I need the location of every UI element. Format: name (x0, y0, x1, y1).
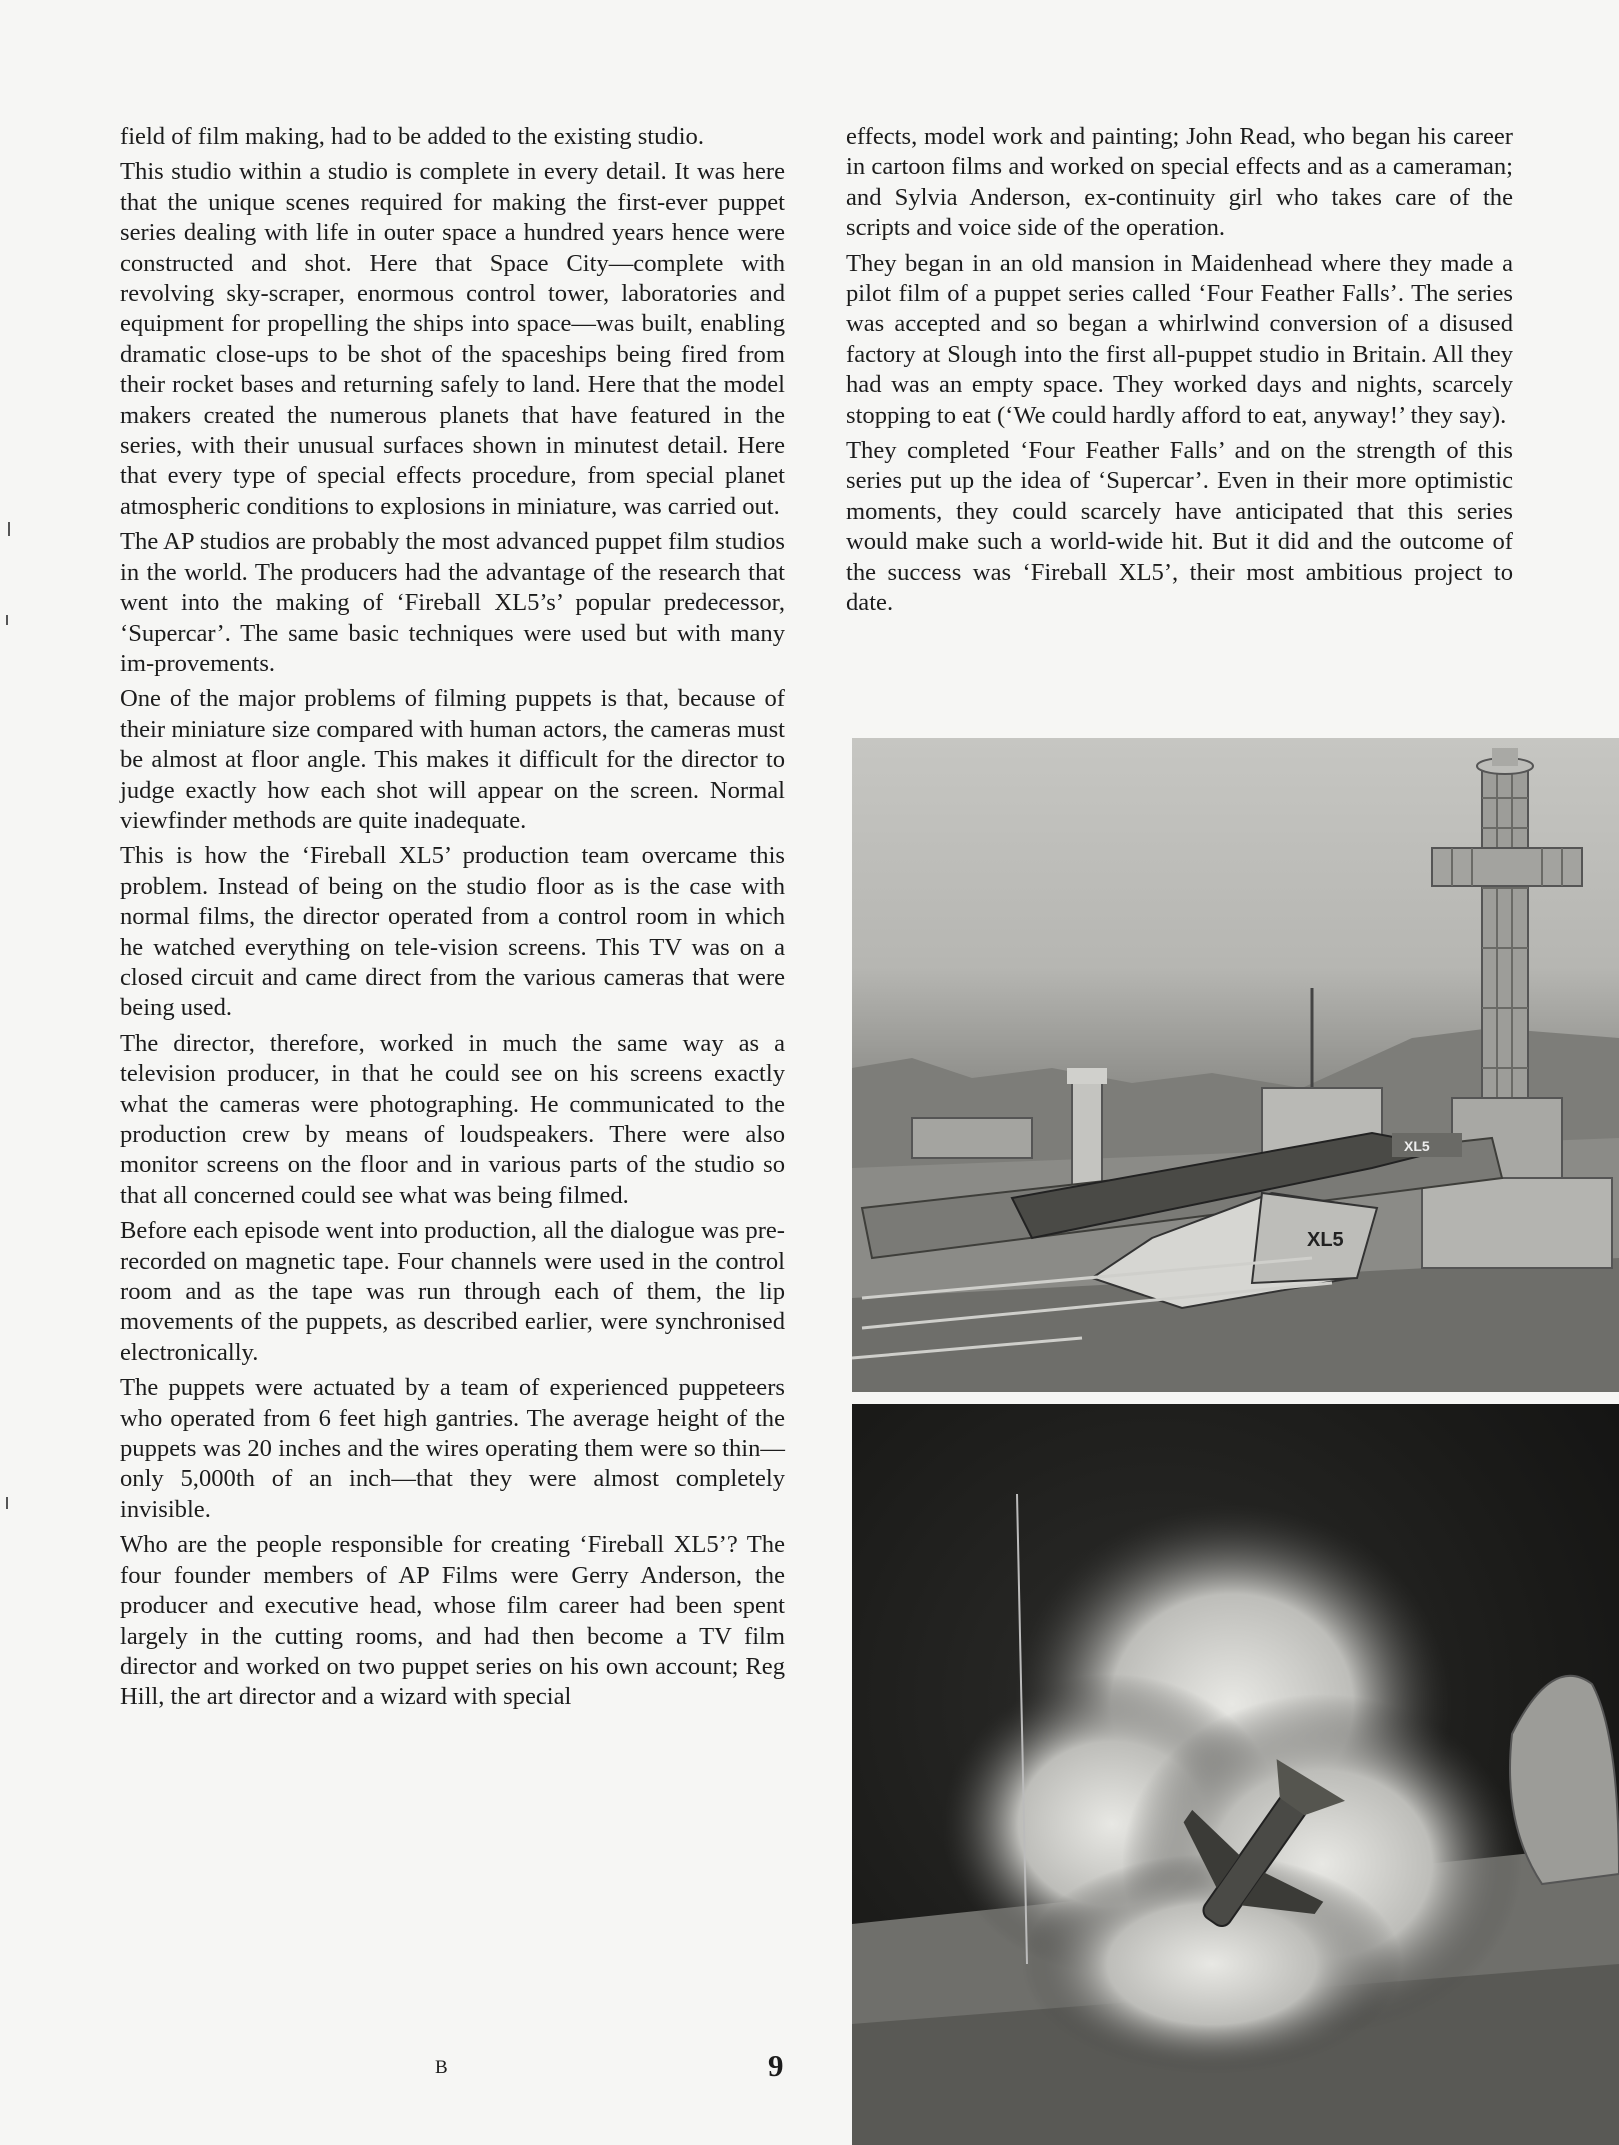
paragraph: This studio within a studio is complete in every detail. It was here that the unique scenes required for making the first-ever puppet series dealing with life in outer space a hundred years hence were constructed and shot. Here that Space City—complete with revolving sky-scraper, enormous control tower, laboratories and equipment for propelling the ships into space—was built, enabling dramatic close-ups to be shot of the spaceships being fired from their rocket bases and returning safely to land. Here that the model makers created the numerous planets that have featured in the series, with their unusual surfaces shown in minutest detail. Here that every type of special effects procedure, from special planet atmospheric conditions to explosions in miniature, was carried out. (120, 158, 785, 520)
paragraph: effects, model work and painting; John Read, who began his career in cartoon films and worked on special effects and as a cameraman; and Sylvia Anderson, ex-continuity girl who takes care of the scripts and voice side of the operation. (846, 123, 1513, 242)
scan-mark (6, 615, 8, 625)
paragraph: The puppets were actuated by a team of experienced puppeteers who operated from 6 feet high gantries. The average height of the puppets was 20 inches and the wires operating them were so thin—only 5,000th of an inch—that they were almost completely invisible. (120, 1374, 785, 1523)
paragraph: They completed ‘Four Feather Falls’ and on the strength of this series put up the idea of ‘Supercar’. Even in their more optimistic moments, they could scarcely have anticipated that this series would make such a world-wide hit. But it did and the outcome of the success was ‘Fireball XL5’, their most ambitious project to date. (846, 437, 1513, 617)
paragraph: One of the major problems of filming puppets is that, because of their miniature size compared with human actors, the cameras must be almost at floor angle. This makes it difficult for the director to judge exactly how each shot will appear on the screen. Normal viewfinder methods are quite inadequate. (120, 685, 785, 834)
explosion-photo (852, 1404, 1619, 2145)
right-text-column (846, 122, 1513, 624)
paragraph: They began in an old mansion in Maidenhead where they made a pilot film of a puppet series called ‘Four Feather Falls’. The series was accepted and so began a whirlwind conversion of a disused factory at Slough into the first all-puppet studio in Britain. All they had was an empty space. They worked days and nights, scarcely stopping to eat (‘We could hardly afford to eat, anyway!’ they say). (846, 249, 1513, 429)
rocket-label-back: XL5 (1404, 1138, 1430, 1154)
scan-mark (8, 522, 10, 536)
rocket-label-front: XL5 (1307, 1229, 1344, 1251)
paragraph: Before each episode went into production, all the dialogue was pre-recorded on magnetic tape. Four channels were used in the control room and as the tape was run through each of them, the lip movements of the puppets, as described earlier, were synchronised electronically. (120, 1217, 785, 1366)
space-city-illustration (852, 738, 1619, 1392)
paragraph: The director, therefore, worked in much the same way as a television producer, in that he could see on his screens exactly what the cameras were photographing. He communicated to the production crew by means of loudspeakers. There were also monitor screens on the floor and in various parts of the studio so that all concerned could see what was being filmed. (120, 1029, 785, 1209)
space-city-photo (852, 738, 1619, 1392)
paragraph: This is how the ‘Fireball XL5’ production team overcame this problem. Instead of being on the studio floor as is the case with normal films, the director operated from a control room in which he watched everything on tele-vision screens. This TV was on a closed circuit and came direct from the various cameras that were being used. (120, 842, 785, 1022)
signature-letter: B (435, 2057, 449, 2078)
page-number: 9 (768, 2048, 784, 2083)
paragraph: The AP studios are probably the most advanced puppet film studios in the world. The producers had the advantage of the research that went into the making of ‘Fireball XL5’s’ popular predecessor, ‘Supercar’. The same basic techniques were used but with many im-provements. (120, 528, 785, 677)
scan-mark (6, 1497, 8, 1509)
explosion-illustration (852, 1404, 1619, 2145)
left-text-column (120, 122, 785, 1718)
paragraph: field of film making, had to be added to the existing studio. (120, 123, 704, 150)
paragraph: Who are the people responsible for creating ‘Fireball XL5’? The four founder members of AP Films were Gerry Anderson, the producer and executive head, whose film career had been spent largely in the cutting rooms, and had then become a TV film director and worked on two puppet series on his own account; Reg Hill, the art director and a wizard with special (120, 1531, 785, 1711)
